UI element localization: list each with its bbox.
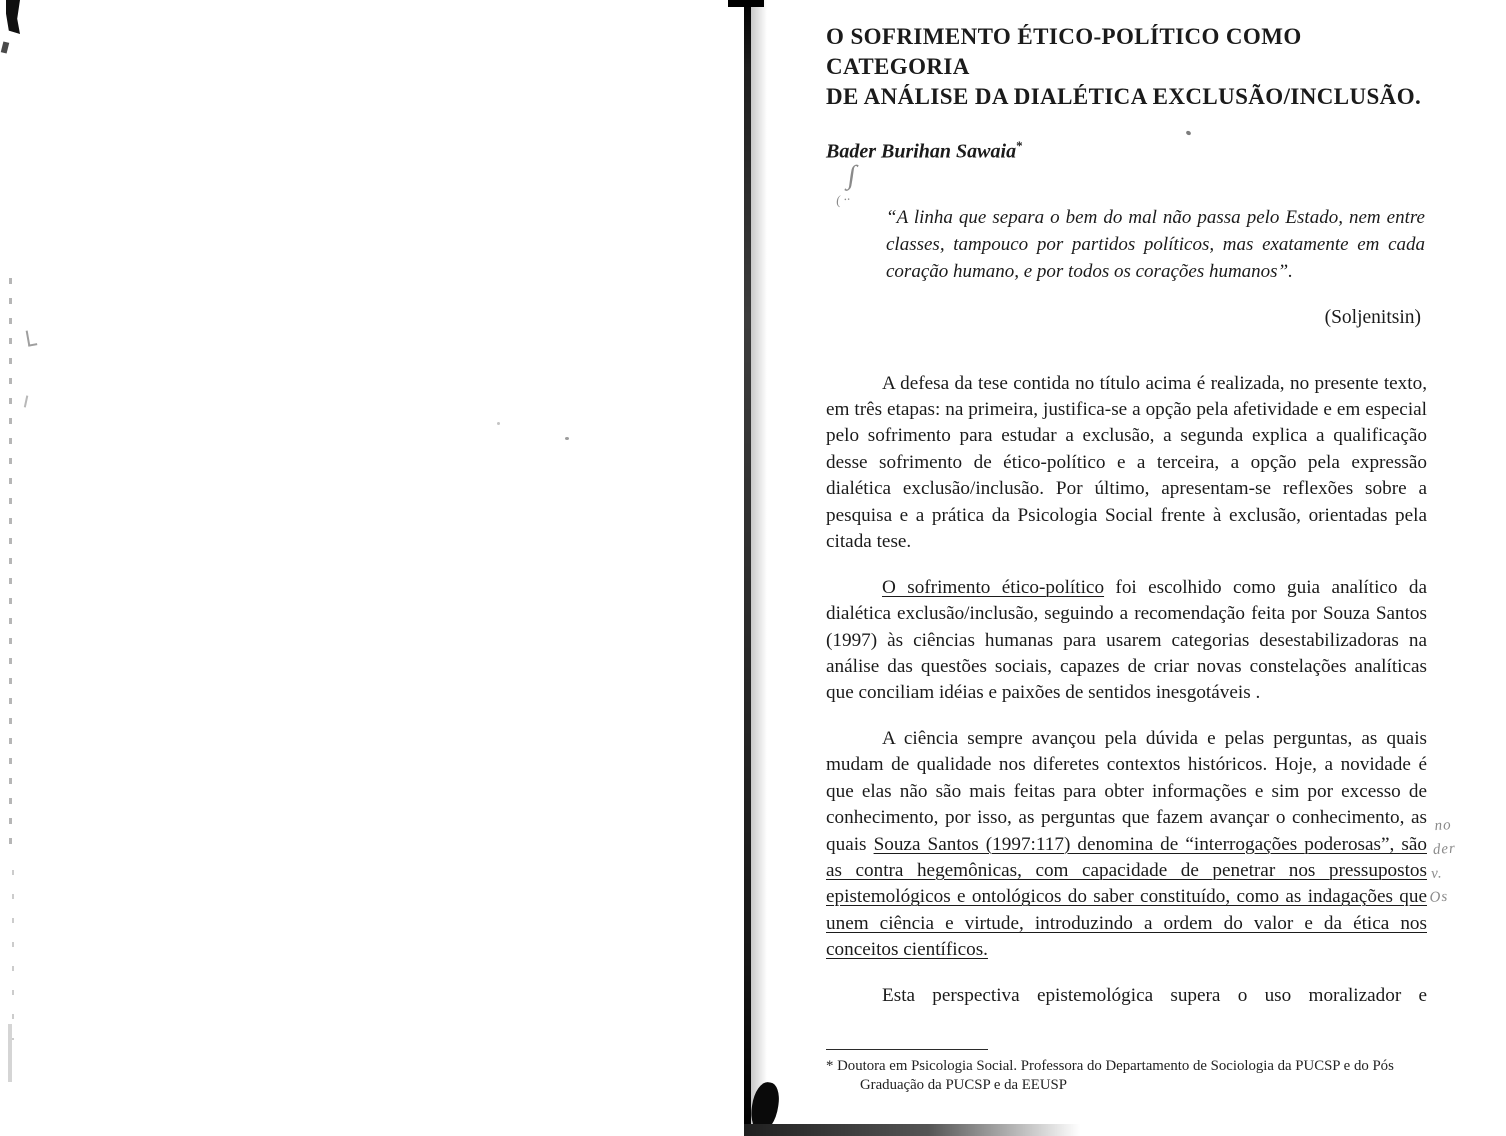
marginalia-word: v. [1430, 865, 1444, 883]
body-paragraph-4 [826, 983, 1427, 1009]
quote-attribution: (Soljenitsin) [1324, 306, 1421, 328]
author-name [826, 138, 1427, 164]
text-run: A ciência sempre avançou pela dúvida e pelas perguntas, as quais mudam de qualidade nos diferetes contextos históricos. Hoje, a novidade é que elas não são mais feitas para obter informações e sim por excesso de conhecimento, por isso, as perguntas que fazem avançar o conhecimento, as quais [826, 727, 1427, 855]
scan-edge-squiggle [26, 329, 38, 346]
author-text: Bader Burihan Sawaia [826, 140, 1017, 163]
footnote-rule [826, 1049, 988, 1050]
footnote-marker: * [1016, 138, 1023, 153]
book-spine-shadow [744, 0, 751, 1136]
footnote-line-1 [826, 1057, 1427, 1076]
handwritten-marginalia [1429, 810, 1496, 910]
scan-edge-dashes [9, 278, 12, 848]
underlined-text-run: Souza Santos (1997:117) denomina de “interrogações poderosas”, são as contra hegemônicas, com capacidade de penetrar nos pressupostos epistemológicos e ontológicos do saber constituído, como as indagações que unem ciência e virtude, introduzindo a ordem do valor e da ética nos conceitos científicos. [826, 833, 1427, 961]
marginalia-word: no [1434, 817, 1453, 835]
scan-edge-mark [8, 1024, 12, 1082]
scan-edge-dashes [12, 870, 14, 1040]
marginalia-word: der [1432, 840, 1457, 859]
page-title [826, 22, 1427, 112]
text-run: A defesa da tese contida no título acima é realizada, no presente texto, em três etapas: na primeira, justifica-se a opção pela afetividade e em especial pelo sofrimento para estudar a exclusão, a segunda explica a qualificação desse sofrimento de ético-político e a terceira, a opção pela expressão dialética exclusão/inclusão. Por último, apresentam-se reflexões sobre a pesquisa e a prática da Psicologia Social frente à exclusão, orientadas pela citada tese. [826, 372, 1427, 553]
handwritten-squiggle: ∫ [845, 159, 858, 192]
footnote-line-2: Graduação da PUCSP e da EEUSP [860, 1077, 1067, 1094]
scan-edge-squiggle [24, 395, 33, 408]
scan-edge-mark [6, 0, 20, 34]
article-text-column [826, 0, 1427, 1095]
scan-edge-mark [1, 41, 9, 53]
scan-speck [497, 422, 500, 425]
scan-edge-mark [728, 0, 764, 7]
footnote [826, 1049, 1427, 1095]
body-paragraph-3 [826, 726, 1427, 964]
handwritten-squiggle: ( ·· [835, 191, 851, 208]
text-run: foi escolhido como guia analítico da dialética exclusão/inclusão, seguindo a recomendação feita por Souza Santos (1997) às ciências humanas para usarem categorias desestabilizadoras na análise das questões sociais, capazes de criar novas constelações analíticas que conciliam idéias e paixões de sentidos inesgotáveis . [826, 576, 1427, 704]
page-curvature-shadow [751, 0, 767, 1136]
body-paragraph-1 [826, 371, 1427, 556]
footnote-text: Doutora em Psicologia Social. Professora do Departamento de Sociologia da PUCSP e do Pós [837, 1058, 1394, 1075]
scan-speck [565, 437, 569, 440]
scan-bottom-shadow [744, 1124, 1080, 1136]
body-paragraph-2 [826, 575, 1427, 707]
title-line-1: O SOFRIMENTO ÉTICO-POLÍTICO COMO CATEGORIA [826, 24, 1302, 79]
marginalia-word: Os [1429, 888, 1449, 906]
epigraph-quote: “A linha que separa o bem do mal não passa pelo Estado, nem entre classes, tampouco por partidos políticos, mas exatamente em cada coração humano, e por todos os corações humanos”. [886, 206, 1425, 282]
title-line-2: DE ANÁLISE DA DIALÉTICA EXCLUSÃO/INCLUSÃO. [826, 84, 1422, 109]
footnote-marker: * [826, 1058, 834, 1075]
text-run: Esta perspectiva epistemológica supera o uso moralizador e [882, 984, 1427, 1006]
underlined-text-run: O sofrimento ético-político [882, 576, 1105, 598]
